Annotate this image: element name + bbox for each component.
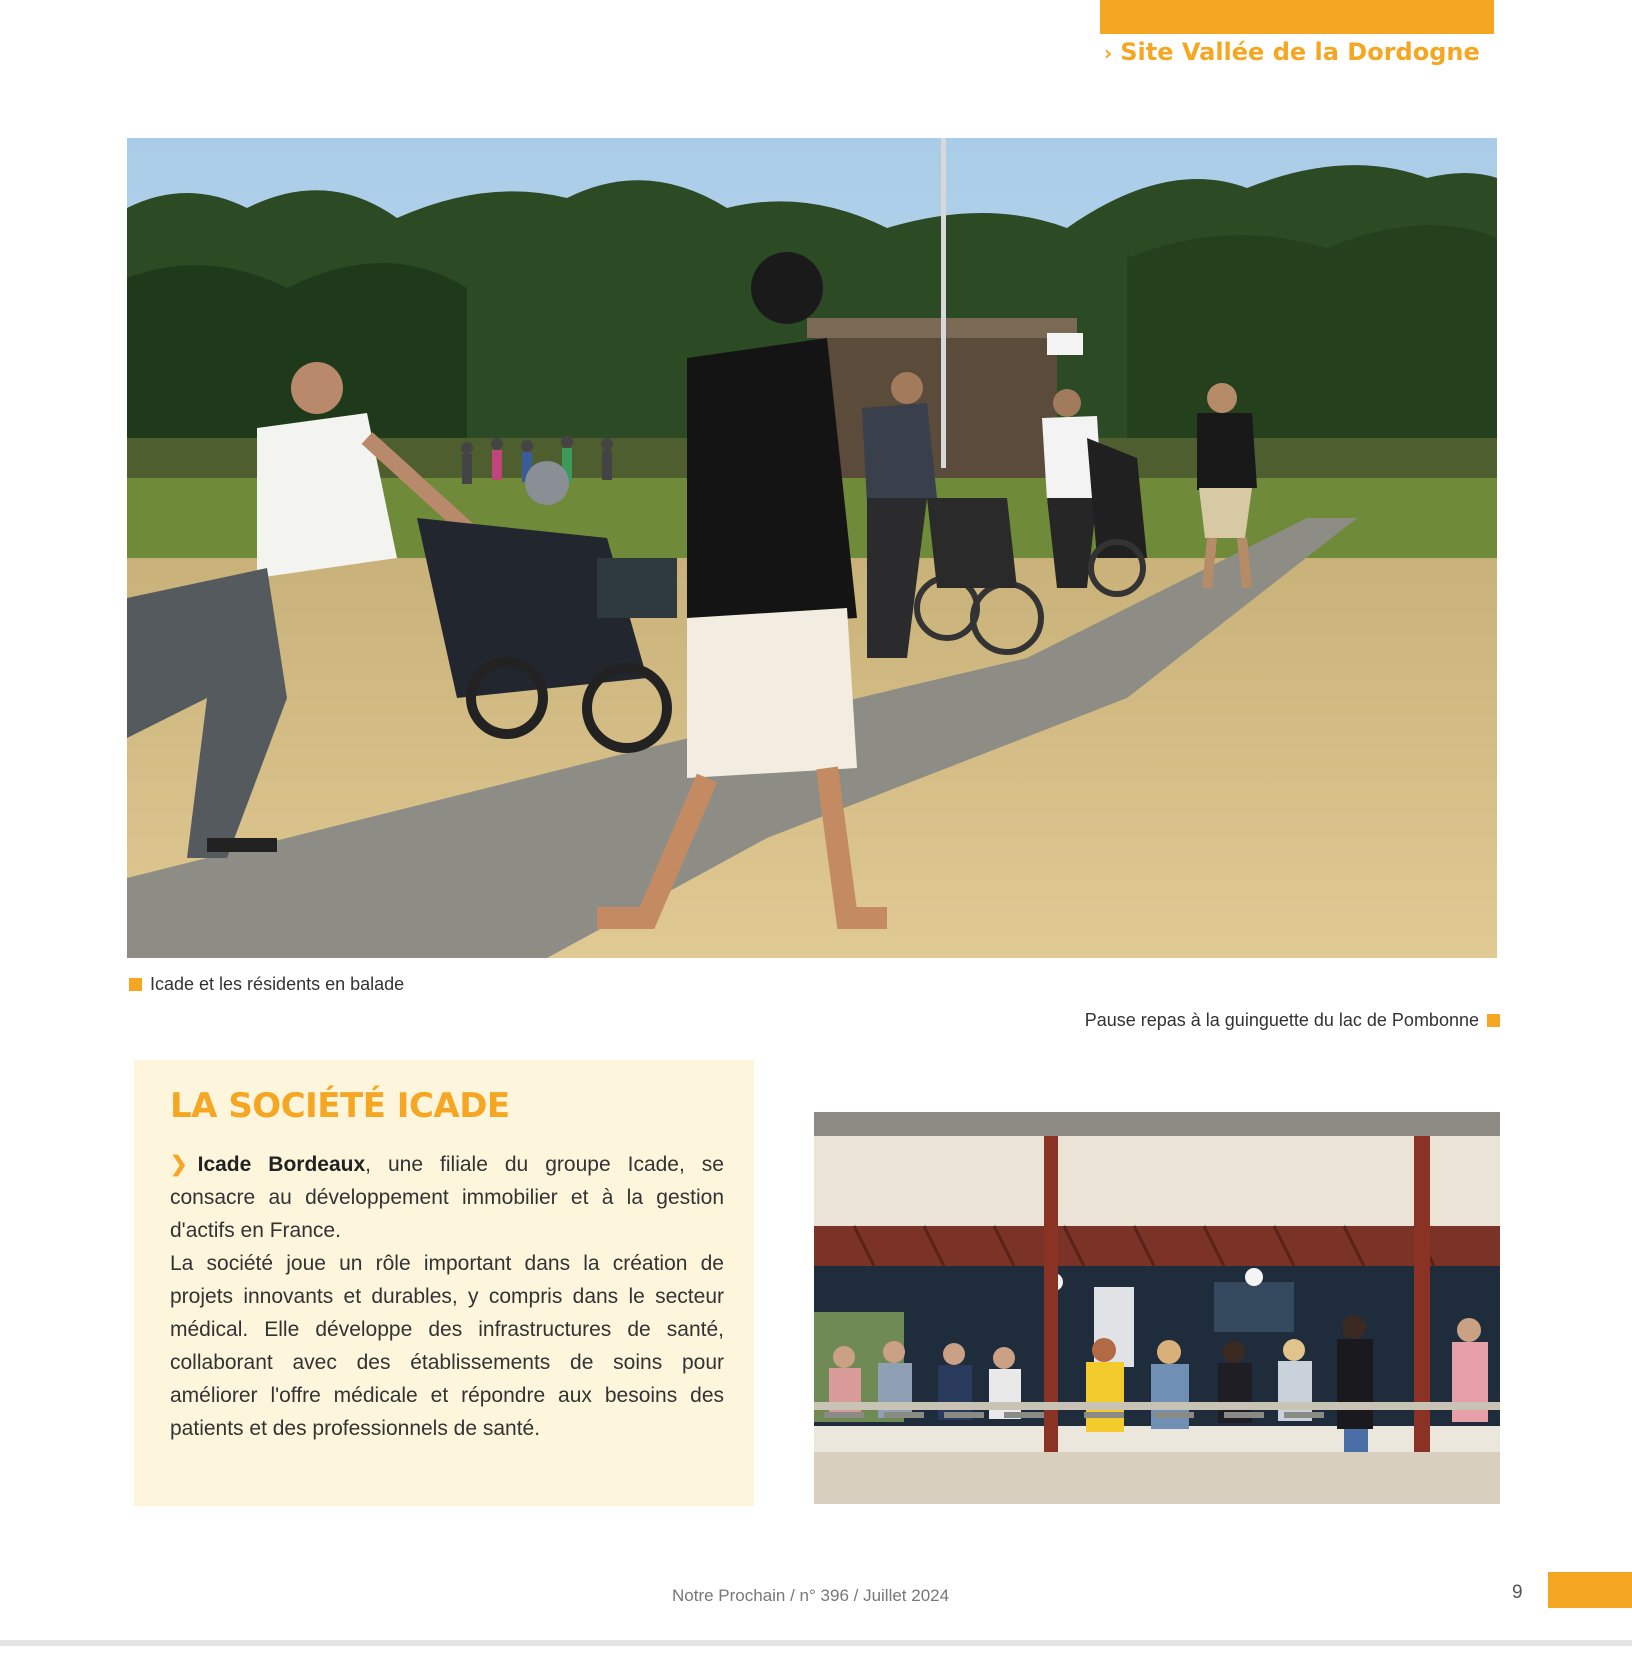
caption-square-icon — [129, 978, 142, 991]
section-label-text: Site Vallée de la Dordogne — [1120, 38, 1480, 66]
info-box-paragraph-2: La société joue un rôle important dans la création de projets innovants et durables, y compris dans le secteur médical. Elle développe des infrastructures de santé, collaborant avec des établissements de soins pour améliorer l'offre médicale et répondre aux besoins des patients et des professionnels de santé. — [170, 1252, 724, 1440]
info-box-lead: Icade Bordeaux — [197, 1153, 366, 1176]
header-accent-tab — [1100, 0, 1494, 34]
chevron-right-icon: ❯ — [170, 1153, 188, 1176]
photo-residents-walk — [127, 138, 1497, 958]
chevron-right-icon: › — [1104, 41, 1113, 65]
bottom-divider — [0, 1640, 1632, 1646]
photo-lunch-illustration — [814, 1112, 1500, 1504]
caption-walk-text: Icade et les résidents en balade — [150, 974, 405, 994]
caption-square-icon — [1487, 1014, 1500, 1027]
photo-walk-illustration — [127, 138, 1497, 958]
caption-residents-walk — [129, 974, 404, 995]
photo-lunch-break — [814, 1112, 1500, 1504]
info-box-icade — [134, 1060, 754, 1506]
footer-publication: Notre Prochain / n° 396 / Juillet 2024 — [672, 1586, 950, 1605]
section-label — [1104, 38, 1480, 66]
footer-accent-tab — [1548, 1572, 1632, 1608]
info-box-paragraph-1 — [170, 1148, 724, 1247]
info-box-paragraph-1-text: , une filiale du groupe Icade, se consacre au développement immobilier et à la gestion d'actifs en France. — [170, 1153, 724, 1242]
caption-lunch-text: Pause repas à la guinguette du lac de Pombonne — [1084, 1010, 1479, 1030]
info-box-title: LA SOCIÉTÉ ICADE — [170, 1086, 510, 1126]
page-number: 9 — [1512, 1582, 1523, 1603]
caption-lunch-break — [1085, 1010, 1500, 1031]
